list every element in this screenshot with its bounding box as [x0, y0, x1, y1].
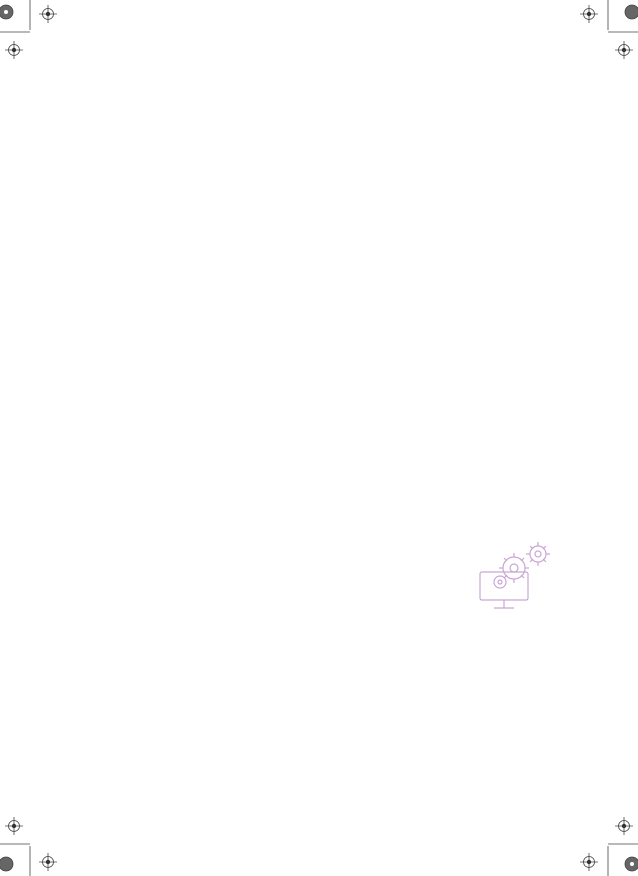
gear-monitor-illustration-icon: [470, 538, 560, 618]
